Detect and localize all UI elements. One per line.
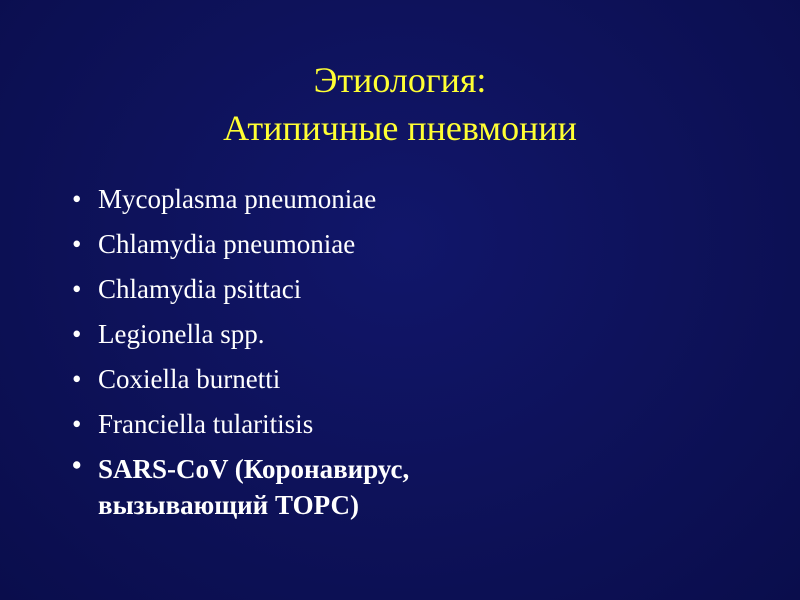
- list-item: [72, 357, 409, 402]
- bullet-icon: •: [72, 229, 82, 259]
- list-item: [72, 222, 409, 267]
- bullet-icon: •: [72, 184, 82, 214]
- title-line-1: Этиология:: [313, 60, 487, 100]
- bullet-icon: •: [72, 364, 82, 394]
- title-line-2: Атипичные пневмонии: [223, 108, 577, 148]
- list-item-text: Franciella tularitisis: [98, 409, 314, 439]
- bullet-icon: •: [72, 450, 82, 480]
- bullet-icon: •: [72, 319, 82, 349]
- list-item: [72, 447, 409, 523]
- list-item-text: Coxiella burnetti: [98, 364, 281, 394]
- bullet-icon: •: [72, 409, 82, 439]
- list-item: [72, 267, 409, 312]
- list-item-text: Mycoplasma pneumoniae: [98, 184, 377, 214]
- bullet-icon: •: [72, 274, 82, 304]
- list-item-text: Legionella spp.: [98, 319, 265, 349]
- list-item: [72, 177, 409, 222]
- list-item-text: Chlamydia pneumoniae: [98, 229, 356, 259]
- slide-title: [0, 56, 800, 152]
- list-item-text-line-2: вызывающий ТОРС): [98, 490, 359, 520]
- list-item: [72, 402, 409, 447]
- list-item: [72, 312, 409, 357]
- list-item-text: Chlamydia psittaci: [98, 274, 302, 304]
- bullet-list: [72, 177, 409, 523]
- list-item-text-line-1: SARS-CoV (Коронавирус,: [98, 454, 410, 484]
